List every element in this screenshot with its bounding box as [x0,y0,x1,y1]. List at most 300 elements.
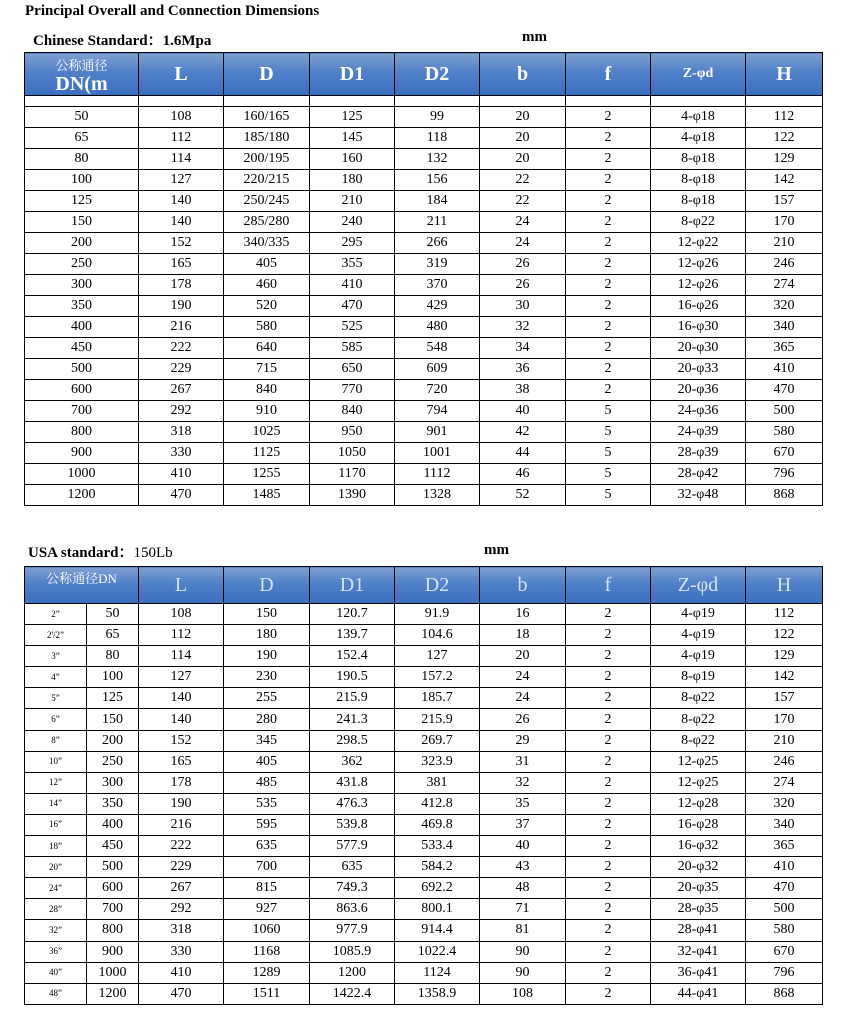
chinese-dimensions-table [24,52,823,506]
table-cell: 2 [566,338,651,359]
table-cell: 2” [25,604,87,625]
table-cell: 170 [746,212,823,233]
table-row [25,149,823,170]
table-cell: 8-φ18 [651,149,746,170]
table-cell: 580 [746,422,823,443]
table-cell: 500 [746,401,823,422]
table-cell: 44-φ41 [651,983,746,1004]
table-cell: 910 [224,401,310,422]
usa-dimensions-table [24,566,823,1005]
table-cell: 1124 [395,962,480,983]
table-cell: 5 [566,422,651,443]
table-cell: 600 [87,878,139,899]
header-f: f [566,567,651,604]
table-cell: 108 [139,107,224,128]
table-cell: 142 [746,170,823,191]
table-cell: 300 [87,772,139,793]
table-cell: 298.5 [310,730,395,751]
table-cell: 381 [395,772,480,793]
table-cell: 150 [25,212,139,233]
table-cell: 32 [480,317,566,338]
table-cell: 796 [746,464,823,485]
table-cell: 129 [746,646,823,667]
table-cell: 46 [480,464,566,485]
table-cell: 670 [746,941,823,962]
table-row [25,296,823,317]
table-cell: 184 [395,191,480,212]
table-cell: 2 [566,275,651,296]
table-cell: 470 [746,878,823,899]
table-cell: 1390 [310,485,395,506]
table-cell: 2 [566,667,651,688]
table-cell: 32 [480,772,566,793]
table-cell: 1485 [224,485,310,506]
table-row [25,485,823,506]
table-cell: 29 [480,730,566,751]
table-cell: 320 [746,793,823,814]
table-cell: 274 [746,772,823,793]
table-cell: 31 [480,751,566,772]
table-cell: 34 [480,338,566,359]
table-cell: 410 [746,857,823,878]
usa-standard-label: USA standard： [28,545,134,561]
header-dn-text: DN(m [55,72,108,95]
table-cell: 4-φ18 [651,107,746,128]
table-cell: 8-φ22 [651,688,746,709]
table-cell: 120.7 [310,604,395,625]
table-cell: 250 [87,751,139,772]
table-row [25,751,823,772]
table-cell: 770 [310,380,395,401]
table-cell: 222 [139,836,224,857]
table-row [25,709,823,730]
table-cell: 48” [25,983,87,1004]
table-cell: 190 [139,296,224,317]
table-row [25,401,823,422]
table-cell: 20 [480,646,566,667]
table-cell: 125 [25,191,139,212]
table-cell: 114 [139,149,224,170]
table-cell: 280 [224,709,310,730]
table-cell: 2 [566,814,651,835]
page-title: Principal Overall and Connection Dimensions [25,3,320,19]
table-cell: 8-φ22 [651,212,746,233]
table-cell: 914.4 [395,920,480,941]
table-cell: 300 [25,275,139,296]
table-cell: 2 [566,920,651,941]
table-cell: 450 [25,338,139,359]
table-cell: 580 [746,920,823,941]
table-cell: 20-φ36 [651,380,746,401]
table-cell: 900 [87,941,139,962]
table-cell: 4” [25,667,87,688]
table-row [25,359,823,380]
table-cell: 535 [224,793,310,814]
table-cell: 2 [566,149,651,170]
table-cell: 65 [87,625,139,646]
table-cell: 90 [480,962,566,983]
table-cell: 99 [395,107,480,128]
table-cell: 30 [480,296,566,317]
table-cell: 340 [746,814,823,835]
table-cell: 35 [480,793,566,814]
table-row [25,793,823,814]
table-cell: 1200 [87,983,139,1004]
table-cell: 1511 [224,983,310,1004]
header-l: L [139,567,224,604]
table-cell: 139.7 [310,625,395,646]
table-cell: 533.4 [395,836,480,857]
chinese-standard-label: Chinese Standard： [33,33,163,49]
table-cell: 800.1 [395,899,480,920]
table-cell: 2 [566,317,651,338]
table-cell: 20 [480,107,566,128]
table-cell: 65 [25,128,139,149]
table-cell: 112 [139,625,224,646]
table-cell: 32-φ41 [651,941,746,962]
table-cell: 28-φ39 [651,443,746,464]
table-cell: 160 [310,149,395,170]
table-cell: 1358.9 [395,983,480,1004]
table-row [25,772,823,793]
table-cell: 8” [25,730,87,751]
table-cell: 132 [395,149,480,170]
table-cell: 24 [480,212,566,233]
table-cell: 2 [566,170,651,191]
table-cell: 200/195 [224,149,310,170]
table-cell: 500 [25,359,139,380]
table-cell: 4-φ19 [651,604,746,625]
table-cell: 125 [310,107,395,128]
table-cell: 470 [746,380,823,401]
table-row [25,254,823,275]
chinese-unit: mm [522,29,547,45]
table-cell: 152 [139,730,224,751]
header-dn [25,53,139,96]
table-cell: 800 [25,422,139,443]
table-cell: 1255 [224,464,310,485]
table-row [25,107,823,128]
table-cell: 600 [25,380,139,401]
table-cell: 410 [310,275,395,296]
table-cell: 40 [480,836,566,857]
table-cell: 36” [25,941,87,962]
table-cell: 431.8 [310,772,395,793]
table-cell: 12-φ26 [651,275,746,296]
table-cell: 152 [139,233,224,254]
table-cell: 476.3 [310,793,395,814]
table-cell: 71 [480,899,566,920]
table-cell: 104.6 [395,625,480,646]
header-dn-label: 公称通径DN [46,571,117,586]
table-cell: 362 [310,751,395,772]
table-cell: 1125 [224,443,310,464]
table-cell: 2 [566,296,651,317]
table-cell: 145 [310,128,395,149]
table-cell: 1000 [25,464,139,485]
table-cell: 12-φ22 [651,233,746,254]
table-cell: 8-φ18 [651,170,746,191]
table-cell: 330 [139,941,224,962]
table-cell: 91.9 [395,604,480,625]
table-cell: 2 [566,128,651,149]
table-cell: 470 [139,983,224,1004]
table-cell: 28-φ41 [651,920,746,941]
table-cell: 20-φ30 [651,338,746,359]
table-cell: 2 [566,709,651,730]
table-cell: 100 [25,170,139,191]
table-cell: 863.6 [310,899,395,920]
table-cell: 190 [224,646,310,667]
chinese-table-body [25,107,823,506]
table-cell: 800 [87,920,139,941]
header-d1: D1 [310,567,395,604]
table-cell: 6” [25,709,87,730]
table-row [25,646,823,667]
table-cell: 5 [566,401,651,422]
table-cell: 112 [746,604,823,625]
table-cell: 32-φ48 [651,485,746,506]
header-h: H [746,53,823,96]
table-cell: 42 [480,422,566,443]
table-cell: 470 [139,485,224,506]
table-cell: 295 [310,233,395,254]
table-cell: 749.3 [310,878,395,899]
table-cell: 185.7 [395,688,480,709]
table-cell: 500 [87,857,139,878]
table-cell: 365 [746,338,823,359]
table-cell: 2 [566,730,651,751]
table-cell: 190 [139,793,224,814]
table-cell: 157 [746,191,823,212]
table-cell: 250/245 [224,191,310,212]
table-cell: 156 [395,170,480,191]
table-cell: 1022.4 [395,941,480,962]
header-dn-label [25,58,138,95]
table-row [25,857,823,878]
table-cell: 318 [139,920,224,941]
table-cell: 152.4 [310,646,395,667]
table-cell: 4-φ19 [651,625,746,646]
table-cell: 215.9 [310,688,395,709]
table-cell: 127 [139,170,224,191]
table-cell: 635 [224,836,310,857]
table-cell: 200 [87,730,139,751]
table-cell: 28-φ42 [651,464,746,485]
table-cell: 52 [480,485,566,506]
table-cell: 692.2 [395,878,480,899]
table-cell: 50 [25,107,139,128]
header-d: D [224,53,310,96]
table-cell: 4-φ18 [651,128,746,149]
table-cell: 365 [746,836,823,857]
table-cell: 292 [139,899,224,920]
table-cell: 255 [224,688,310,709]
table-cell: 1060 [224,920,310,941]
table-cell: 1170 [310,464,395,485]
header-h: H [746,567,823,604]
table-cell: 118 [395,128,480,149]
table-cell: 165 [139,751,224,772]
usa-unit: mm [484,542,509,558]
header-d: D [224,567,310,604]
table-row [25,899,823,920]
table-cell: 267 [139,380,224,401]
table-cell: 14” [25,793,87,814]
table-cell: 285/280 [224,212,310,233]
table-cell: 127 [139,667,224,688]
table-cell: 609 [395,359,480,380]
header-l: L [139,53,224,96]
table-row [25,983,823,1004]
table-cell: 24-φ36 [651,401,746,422]
usa-header-row [25,567,823,604]
table-cell: 178 [139,772,224,793]
table-cell: 340/335 [224,233,310,254]
header-z-phi-d: Z-φd [651,567,746,604]
table-cell: 5 [566,464,651,485]
table-cell: 345 [224,730,310,751]
table-cell: 220/215 [224,170,310,191]
table-cell: 450 [87,836,139,857]
table-cell: 16-φ30 [651,317,746,338]
table-cell: 577.9 [310,836,395,857]
table-cell: 24 [480,667,566,688]
header-dn [25,567,139,604]
table-row [25,128,823,149]
table-cell: 2 [566,899,651,920]
table-cell: 16-φ32 [651,836,746,857]
table-cell: 5 [566,443,651,464]
table-cell: 595 [224,814,310,835]
table-cell: 650 [310,359,395,380]
table-cell: 129 [746,149,823,170]
table-cell: 1025 [224,422,310,443]
table-cell: 44 [480,443,566,464]
table-cell: 211 [395,212,480,233]
table-cell: 2 [566,380,651,401]
table-cell: 140 [139,191,224,212]
table-row [25,878,823,899]
table-cell: 405 [224,254,310,275]
table-row [25,317,823,338]
table-cell: 868 [746,983,823,1004]
table-row [25,962,823,983]
table-row [25,941,823,962]
table-row [25,688,823,709]
table-row [25,212,823,233]
table-cell: 20-φ32 [651,857,746,878]
header-d2: D2 [395,53,480,96]
table-cell: 539.8 [310,814,395,835]
table-cell: 28-φ35 [651,899,746,920]
table-cell: 2 [566,836,651,857]
table-cell: 5” [25,688,87,709]
table-cell: 2 [566,191,651,212]
table-cell: 108 [480,983,566,1004]
table-cell: 180 [224,625,310,646]
table-cell: 210 [746,730,823,751]
table-cell: 410 [139,962,224,983]
table-cell: 1001 [395,443,480,464]
table-cell: 26 [480,275,566,296]
table-cell: 635 [310,857,395,878]
table-cell: 108 [139,604,224,625]
table-cell: 170 [746,709,823,730]
table-cell: 12-φ28 [651,793,746,814]
table-cell: 548 [395,338,480,359]
table-cell: 122 [746,128,823,149]
table-cell: 2 [566,793,651,814]
table-cell: 12-φ25 [651,772,746,793]
table-cell: 485 [224,772,310,793]
table-cell: 500 [746,899,823,920]
table-cell: 22 [480,170,566,191]
header-dn-chinese: 公称通径 [55,57,108,73]
table-cell: 2'/2” [25,625,87,646]
table-cell: 178 [139,275,224,296]
table-cell: 1422.4 [310,983,395,1004]
table-cell: 525 [310,317,395,338]
table-cell: 640 [224,338,310,359]
table-cell: 580 [224,317,310,338]
table-cell: 794 [395,401,480,422]
table-cell: 405 [224,751,310,772]
table-cell: 22 [480,191,566,212]
header-z-phi-d: Z-φd [651,53,746,96]
table-cell: 1112 [395,464,480,485]
table-cell: 122 [746,625,823,646]
table-cell: 157.2 [395,667,480,688]
table-row [25,422,823,443]
table-cell: 585 [310,338,395,359]
table-cell: 3” [25,646,87,667]
table-cell: 1085.9 [310,941,395,962]
table-cell: 410 [746,359,823,380]
table-cell: 330 [139,443,224,464]
table-cell: 8-φ22 [651,709,746,730]
table-cell: 2 [566,983,651,1004]
table-cell: 2 [566,233,651,254]
table-cell: 12-φ25 [651,751,746,772]
table-cell: 127 [395,646,480,667]
table-cell: 840 [224,380,310,401]
table-cell: 20-φ33 [651,359,746,380]
table-cell: 2 [566,857,651,878]
table-cell: 355 [310,254,395,275]
table-cell: 584.2 [395,857,480,878]
table-cell: 700 [87,899,139,920]
header-f: f [566,53,651,96]
table-cell: 37 [480,814,566,835]
header-d2: D2 [395,567,480,604]
table-cell: 2 [566,751,651,772]
table-cell: 2 [566,772,651,793]
table-cell: 715 [224,359,310,380]
table-cell: 16-φ28 [651,814,746,835]
table-row [25,191,823,212]
table-cell: 266 [395,233,480,254]
table-cell: 274 [746,275,823,296]
table-cell: 160/165 [224,107,310,128]
table-cell: 18 [480,625,566,646]
table-cell: 165 [139,254,224,275]
table-cell: 140 [139,212,224,233]
table-cell: 469.8 [395,814,480,835]
table-row [25,338,823,359]
table-row [25,380,823,401]
table-cell: 350 [25,296,139,317]
